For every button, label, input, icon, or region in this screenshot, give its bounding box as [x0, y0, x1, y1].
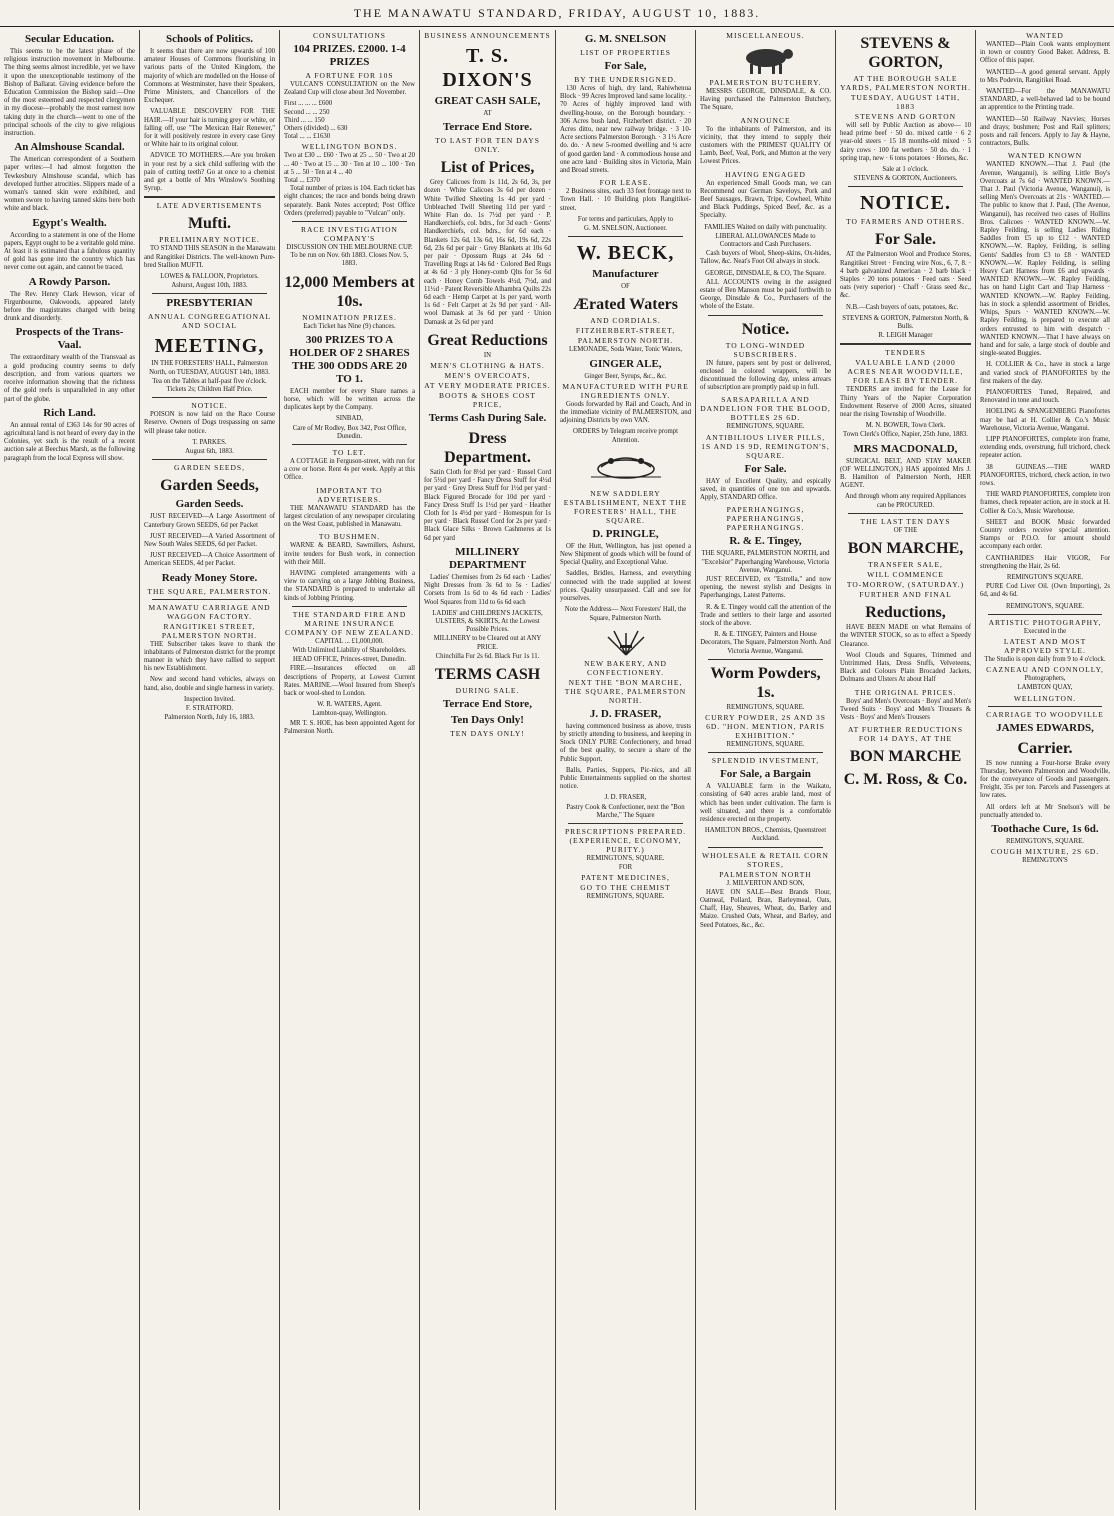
ad-text: THE MANAWATU STANDARD has the largest circulation of any newspaper circulating on the West Coast, published in Manawatu.	[284, 504, 415, 529]
ad-title: GARDEN SEEDS,	[174, 463, 245, 473]
ad-text: DISCUSSION ON THE MELBOURNE CUP. To be run on Nov. 6th 1883. Closes Nov. 5, 1883.	[286, 244, 413, 268]
ad-text: Note the Address— Next Foresters' Hall, the Square, Palmerston North.	[564, 606, 687, 622]
ad-text: FIRE.—Insurances effected on all descriptions of Property, at Lowest Current Rates. MARINE.—Wool Insured from Sheep's back or wool-shed to London.	[284, 665, 415, 697]
ad-subtitle: WELLINGTON BONDS.	[301, 142, 398, 152]
ad-title: Toothache Cure, 1s 6d.	[991, 823, 1099, 836]
ad-title: PRESCRIPTIONS PREPARED. (EXPERIENCE, ECONOMY, PURITY.)	[564, 826, 687, 854]
section-label: TENDERS	[885, 348, 926, 358]
ad-text: All orders left at Mr Snelson's will be punctually attended to.	[980, 803, 1110, 819]
ad-subtitle: TO LONG-WINDED SUBSCRIBERS.	[725, 340, 806, 359]
ad-title: STEVENS AND GORTON	[854, 112, 957, 121]
ad-title-large: Reductions,	[865, 604, 946, 622]
ad-text: MESSRS GEORGE, DINSDALE, & CO. Having purchased the Palmerston Butchery, The Square,	[700, 88, 831, 112]
section-label: MISCELLANEOUS.	[726, 31, 805, 40]
ad-text: LAMBTON QUAY,	[1017, 684, 1073, 692]
ad-title: JAMES EDWARDS,	[996, 721, 1094, 734]
ad-title-large: 12,000 Members at 10s.	[284, 273, 415, 310]
ad-text: HEAD OFFICE, Princes-street, Dunedin.	[293, 656, 406, 664]
ad-signature: LOWES & FALLOON, Proprietors.	[160, 273, 259, 281]
divider	[152, 293, 267, 294]
ad-title: WHOLESALE & RETAIL CORN STORES,	[702, 850, 829, 869]
ad-text: MILLINERY to be Cleared out at ANY PRICE.	[433, 635, 542, 651]
column-7	[836, 30, 976, 1510]
divider	[708, 659, 823, 660]
price-list: Grey Calicoes from 1s 11d, 2s 6d, 3s, per dozen · White Calicoes 3s 6d per dozen · White Twilled Sheeting 1s 4d per yard · Unbleached Twill Sheeting 11d per yard · White Flan do. 1s 7½d per yard · P. Handkerchiefs, col. bdrs., for 3d each · Gents' Handkerchiefs, col. bdrs., for 6d each · Blankets 12s 6d, 13s 6d, 16s 6d, 19s 6d, 22s 6d, 23s 6d per pair · Grey Blankets at 10s 6d per pair · Opossum Rugs at 24s 6d · Travelling Rugs at 14s 6d · Colored Bed Rugs at 4s 6d · 3 ply Honey-comb Qlts for 5s 6d each · Honey Comb Towels 4½d, 7½d, and 11½d · Patent Reversible Alhambra Quilts 22s 6d each · Hemp Carpet at 1s per yard, worth 1s 6d · Felt Carpet at 2s 9d per yard · All-wool Damask at 3s 6d per yard · Union Damask at 2s 6d per yard	[424, 179, 551, 326]
classified-ad: LIPP PIANOFORTES, complete iron frame, extending ends, overstrung, full trichord, check repeater action.	[980, 435, 1110, 460]
prize-total: Total ... ... £1630	[284, 133, 331, 141]
ad-title: For Sale, a Bargain	[720, 768, 811, 781]
ad-text: EACH member for every Share names a horse, which will be written across the duplicates kept by the Company.	[284, 387, 415, 412]
ad-title: CAZNEAU AND CONNOLLY,	[986, 665, 1104, 675]
ad-title: Ten Days Only!	[451, 713, 524, 726]
classified-ad: WANTED—Plain Cook wants employment in town or country Good Baker. Address, B. Office of this paper.	[980, 41, 1110, 65]
ad-text: A COTTAGE in Ferguson-street, with run for a cow or horse. Rent 4s per week. Apply at this Office.	[284, 458, 415, 482]
ad-title-large: T. S. DIXON'S	[442, 45, 533, 91]
ad-text: For terms and particulars, Apply to	[577, 215, 674, 223]
classified-ad: PIANOFORTES Tuned, Repaired, and Renovated in tone and touch.	[980, 388, 1110, 405]
column-6	[696, 30, 836, 1510]
ad-text: POISON is now laid on the Race Course Reserve. Owners of Dogs trespassing on same will please take notice.	[144, 411, 275, 435]
ad-text: VULCAN'S CONSULTATION on the New Zealand Cup will close about 3rd November.	[284, 81, 415, 97]
ad-title-large: Ærated Waters	[572, 296, 678, 314]
ad-title-large: Carrier.	[1017, 739, 1073, 757]
classified-ad: H. COLLIER & Co., have in stock a large and varied stock of PIANOFORTES by the first makers of the day.	[980, 361, 1110, 385]
ad-signature: SINBAD,	[335, 415, 363, 423]
divider	[708, 752, 823, 753]
ad-title: J. D. FRASER,	[589, 707, 662, 720]
ad-title-large: BON MARCHE	[849, 748, 962, 766]
ad-text: REMINGTON'S SQUARE.	[1006, 573, 1084, 581]
ad-text: MR T. S. HOE, has been appointed Agent for Palmerston North.	[284, 719, 415, 735]
prize-row: First ... ... ... £600	[284, 100, 333, 108]
classified-ad: 38 GUINEAS.—THE WARD PIANOFORTES, trichord, check action, in two rows.	[980, 463, 1110, 487]
ad-title: NEW BAKERY, AND CONFECTIONERY.	[584, 658, 667, 677]
ad-subtitle: TEN DAYS ONLY!	[450, 728, 525, 738]
ad-subtitle: TO-MORROW, (SATURDAY.)	[846, 580, 965, 590]
prize-row: Second ... ... 250	[284, 108, 330, 116]
ad-subtitle: LATEST AND MOST APPROVED STYLE.	[1003, 637, 1087, 655]
divider	[144, 196, 275, 198]
classified-ad: PURE Cod Liver Oil. (Own Importing), 2s 6d, and 4s 6d.	[980, 583, 1110, 599]
ad-text: Boys' and Men's Overcoats · Boys' and Men's Tweed Suits · Boys' and Men's Trousers & Vests · Boys' and Men's Trousers	[840, 697, 971, 721]
article-text: An annual rental of £363 14s for 90 acres of agricultural land is not heard of every day in the Colonies, yet such is the result of a recent auction sale at Beechus Marsh, as the following paragraph from the local Express will show.	[4, 421, 135, 462]
ad-title: PAPERHANGINGS, PAPERHANGINGS, PAPERHANGINGS.	[726, 505, 805, 533]
ad-signature: W. R. WATERS, Agent.	[317, 701, 382, 709]
ad-subtitle: BOOTS & SHOES COST PRICE,	[439, 391, 536, 410]
ad-title: 104 PRIZES. £2000. 1-4 PRIZES	[293, 43, 406, 68]
ad-title: CARRIAGE TO WOODVILLE	[986, 709, 1104, 719]
ad-subtitle: PALMERSTON NORTH.	[577, 336, 674, 346]
ad-title: R. & E. Tingey,	[729, 535, 802, 548]
ad-text: REMINGTON'S, SQUARE.	[726, 740, 805, 748]
article-text: The Rev. Henry Clark Hewson, vicar of Firgunbourne, Oakwoods, appeared lately before the magistrates charged with being drunk and disorderly.	[4, 290, 135, 323]
ad-text: TO STAND THIS SEASON in the Manawatu and Rangitikei Districts. The well-known Pure-bred Stallion MUFTI.	[144, 245, 275, 269]
ad-title: MILLINERY DEPARTMENT	[448, 545, 527, 571]
ad-subtitle: MEN'S CLOTHING & HATS.	[430, 361, 545, 371]
ad-title: MRS MACDONALD,	[853, 442, 958, 455]
article-text: The American correspondent of a Southern paper writes:—I had almost forgotten the Tewkesbury Almshouse scandal, which has developed further atrocities. Slippers made of a woman's tanned skin were exhibited, and women swore to having tanned skins here both white and black.	[4, 156, 135, 213]
ad-signature: STEVENS & GORTON, Auctioneers.	[853, 175, 958, 183]
ad-subtitle: WILL COMMENCE	[867, 570, 944, 580]
ad-text: OF THE	[893, 526, 918, 534]
ad-text: Balls, Parties, Suppers, Pic-nics, and all Public Entertainments supplied on the shortest notice.	[560, 766, 691, 791]
ad-text: Care of Mr Rodley, Box 342, Post Office, Dunedin.	[292, 424, 407, 440]
ad-text: With Unlimited Liability of Shareholders.	[292, 646, 407, 654]
ad-subtitle: RANGITIKEI STREET, PALMERSTON NORTH.	[161, 621, 258, 640]
article-text: According to a statement in one of the Home papers, Egypt ought to be a veritable gold mine. At least it is estimated that a fabulous quantity of gold has gone into the country which has never come out again, and cannot be traced.	[4, 231, 135, 272]
headline-schools-politics: Schools of Politics.	[165, 33, 254, 45]
ad-text: Goods forwarded by Rail and Coach, And in the immediate vicinity of PALMERSTON, and adjoining Districts by own VAN.	[560, 400, 691, 425]
ad-subtitle: PRELIMINARY NOTICE.	[159, 235, 260, 245]
ad-text: REMINGTON'S, SQUARE.	[1006, 838, 1084, 846]
ad-title-large: Garden Seeds,	[160, 477, 259, 495]
ad-text: JUST RECEIVED, ex "Estrella," and now opening, the newest stylish and Designs in Paperhangings, Latest Patterns.	[700, 575, 831, 600]
ad-text: CAPITAL ... £1,000,000.	[315, 637, 384, 645]
ad-signature: HAMILTON BROS., Chemists, Queenstreet Auckland.	[704, 827, 827, 843]
divider	[848, 186, 963, 187]
ad-text: IN THE FORESTERS' HALL, Palmerston North, on TUESDAY, AUGUST 14th, 1883.	[149, 360, 270, 376]
ad-subtitle: ANNUAL CONGREGATIONAL AND SOCIAL	[147, 312, 271, 331]
divider	[568, 823, 683, 824]
column-8	[976, 30, 1114, 1510]
ad-subtitle: THE LAST TEN DAYS	[860, 516, 951, 526]
prize-total: Total ... £370	[284, 177, 320, 185]
ad-text: IN	[483, 351, 492, 359]
ad-signature: J. MILVERTON AND SON,	[726, 879, 805, 887]
ad-title: Ready Money Store.	[161, 571, 258, 584]
ad-date: Ashurst, August 10th, 1883.	[171, 282, 248, 290]
ad-text: Tea on the Tables at half-past five o'clock. Tickets 2s; Children Half Price.	[152, 377, 267, 394]
ad-text: Ginger Beer, Syrups, &c., &c.	[584, 372, 667, 380]
ad-signature: GEORGE, DINSDALE, & CO, The Square.	[705, 269, 826, 277]
section-label: WANTED	[1026, 31, 1064, 40]
ad-subtitle: FURTHER AND FINAL	[859, 590, 952, 600]
ad-text: Each Ticket has Nine (9) chances.	[303, 322, 396, 330]
classified-ad: SHEET and BOOK Music forwarded Country orders receive special attention. Stamps or P.O.O. for amount should accompany each order.	[980, 518, 1110, 551]
ad-subtitle: WELLINGTON.	[1013, 693, 1077, 703]
headline-egypt: Egypt's Wealth.	[32, 216, 107, 229]
divider	[292, 444, 407, 445]
divider	[708, 847, 823, 848]
ad-title: PRESBYTERIAN	[166, 297, 253, 310]
ad-title-large: List of Prices,	[440, 159, 535, 177]
ad-title: Garden Seeds.	[175, 498, 244, 511]
ad-title-large: Great Reductions	[427, 331, 548, 349]
ad-text: HAVING completed arrangements with a view to carrying on a large Jobbing Business, the STANDARD is prepared to undertake all kinds of Jobbing Printing.	[284, 569, 415, 602]
price-list: Satin Cloth for 8½d per yard · Russel Cord for 5½d per yard · Fancy Dress Stuff for 4½d per yard · Grey Dress Stuff for 1½d per yard · Black Figured Brocade for 10d per yard · Fancy Dress Stuff 1s 1½d per yard · Heather Cloth for 1s 4½d per yard · Homespun for 1s per yard · Black Russel Cord for 2s per yard · Black Glace Silks · Brown Cashmeres at 1s 6d per yard	[424, 469, 551, 542]
ad-subtitle: NEXT THE "BON MARCHE, THE SQUARE, PALMERSTON NORTH.	[564, 677, 687, 705]
bond-list: Two at £30 ... £60 · Two at 25 ... 50 · Two at 20 ... 40 · Two at 15 ... 30 · Ten at 10 ... 100 · Ten at 5 ... 50 · Ten at 4 ... 40	[284, 152, 415, 176]
ad-text: Pastry Cook & Confectioner, next the "Bon Marche," The Square	[566, 803, 685, 819]
ad-text: Saddles, Bridles, Harness, and everything connected with the trade supplied at lowest prices. Quality unsurpassed. Call and see for yourselves.	[560, 570, 691, 603]
ad-signature: J. D. FRASER,	[604, 794, 647, 802]
auction-list: will sell by Public Auction as above— 10 head prime beef · 50 do. mixed cattle · 6 2 year-old steers · 15 18 months-old mixed · 5 dairy cows · 100 fat wethers · 50 do. do. · 1 spring trap, new · 6 tons potatoes · Horses, &c.	[840, 122, 971, 162]
headline-rich-land: Rich Land.	[43, 406, 96, 419]
ad-title-large: Dress Department.	[444, 430, 531, 467]
ad-date: Town Clerk's Office, Napier, 25th June, 1883.	[843, 431, 968, 439]
ad-subtitle: THE ORIGINAL PRICES.	[854, 687, 957, 697]
ad-text: HAVE ON SALE—Best Brands Flour, Oatmeal, Pollard, Bran, Barleymeal, Oats, Chaff, Hay, Sheaves, Wheat, do, Barley and Maize. Crushed Oats, Wheat, and Barley, and Seed Potatoes, &c., &c.	[700, 888, 831, 929]
classified-ad: WANTED—A good general servant. Apply to Mrs Podevin, Rangitikei Road.	[980, 68, 1110, 84]
ad-text: Wool Clouds and Squares, Trimmed and Untrimmed Hats, Dress Stuffs, Velveteens, Black and Colours Plain Brocaded Jackets, Dolmans and Ulsters At about Half	[840, 651, 971, 684]
ad-title-large: STEVENS & GORTON,	[860, 35, 951, 71]
ad-text: An experienced Small Goods man, we can Recommend our German Saveloys, Pork and Beef Sausages, Brawn, Tripe, Cowheel, White and Black Puddings, Spiced Beef, &c. as a Specialty.	[700, 179, 831, 220]
ad-subtitle: AT FURTHER REDUCTIONS FOR 14 DAYS, AT THE	[847, 725, 963, 744]
headline-almshouse: An Almshouse Scandal.	[14, 141, 125, 154]
ad-text: New and second hand vehicles, always on hand, also, double and single harness in variety.	[144, 676, 275, 692]
ad-signature: F. STRATFORD.	[185, 704, 234, 712]
ad-subtitle: A FORTUNE FOR 10S	[305, 71, 394, 80]
headline-secular-education: Secular Education.	[24, 33, 115, 45]
ad-title: SPLENDID INVESTMENT,	[711, 756, 820, 766]
ad-signature: T. PARKES.	[192, 438, 227, 446]
ad-subtitle: TO LAST FOR TEN DAYS ONLY.	[435, 136, 540, 155]
ad-signature: R. & E. TINGEY, Painters and House Decorators, The Square, Palmerston North. And Victoria Avenue, Wanganui.	[700, 631, 831, 655]
ad-title: GREAT CASH SALE,	[434, 95, 541, 107]
ad-title: PALMERSTON BUTCHERY.	[709, 78, 822, 87]
column-1	[0, 30, 140, 1510]
ad-subtitle: ANNOUNCE	[740, 115, 791, 125]
ad-title: TO BUSHMEN.	[318, 532, 381, 542]
ad-text: AT the Palmerston Wool and Produce Stores, Rangitikei Street · Fencing wire Nos., 6, 7, 8. · 4 barb galvanized American · 2 barb black · Staples · 20 tons potatoes · Feed oats · Seed oats (very superior) · Chaff · Grass seed &c., &c.	[840, 251, 971, 300]
ad-text: Inspection Invited.	[184, 695, 235, 703]
ad-text: Total number of prizes is 104. Each ticket has eight chances; the race and bonds being drawn separately. Bank Notes accepted; Post Office Orders (preferred) payable to "Vulcan" only.	[284, 185, 415, 217]
section-label: BUSINESS ANNOUNCEMENTS	[424, 31, 551, 40]
ad-title: 300 PRIZES TO A HOLDER OF 2 SHARES THE 300 ODDS ARE 20 TO 1.	[289, 333, 410, 385]
ad-subtitle: TUESDAY, AUGUST 14TH, 1883	[850, 93, 961, 111]
ad-text: IS now running a Four-horse Brake every Thursday, between Palmerston and Woodville, for the conveyance of Goods and passengers. Freight, 35s per ton. Parcels and Passengers at low rates.	[980, 759, 1110, 800]
ad-signature: R. LEIGH Manager	[878, 332, 933, 340]
prize-row: Others (divided) ... 630	[284, 125, 348, 133]
ad-subtitle: TO FARMERS AND OTHERS.	[846, 217, 965, 227]
ad-subtitle: GO TO THE CHEMIST	[580, 883, 671, 893]
classified-ad: CANTHARIDES Hair VIGOR, For strengthening the Hair, 2s 6d.	[980, 554, 1110, 570]
ad-text: JUST RECEIVED—A Choice Assortment of American SEEDS, 4d per Packet.	[144, 552, 275, 568]
ad-title-large: Worm Powders, 1s.	[710, 664, 821, 701]
ad-subtitle: FOR LEASE.	[599, 178, 652, 188]
property-list: 130 Acres of high, dry land, Rahiwhenua Block · 99 Acres Improved land same locality. · 70 Acres of highly improved land with dwelling-house, on the Borough boundary. · 306 Acres bush land, Fitzherbert district. · 20 Acres ditto, near new railway bridge. · 3 10-Acre sections Palmerston Borough. · 3 1½ Acre do. do. · A new 5-roomed dwelling and ¼ acre of good garden land · A commodious house and one acre land · Building sites in Victoria, Main and Broad streets.	[560, 85, 691, 175]
ad-title-large: C. M. Ross, & Co.	[843, 771, 968, 789]
classified-ad: HOELING & SPANGENBERG Pianofortes may be had at H. Collier & Co.'s Music Warehouse, Victoria Avenue, Wanganui.	[980, 408, 1110, 432]
divider	[152, 397, 267, 398]
ad-text: ORDERS by Telegram receive prompt Attention.	[572, 428, 679, 444]
ad-date: August 6th, 1883.	[185, 448, 234, 456]
ad-subtitle: AND CORDIALS.	[590, 316, 661, 326]
classified-ad: WANTED—For the MANAWATU STANDARD, a well-behaved lad to be bound an apprentice to the Printing trade.	[980, 88, 1110, 112]
ad-title: NEW SADDLERY ESTABLISHMENT, NEXT THE FORESTERS' HALL, THE SQUARE.	[563, 488, 688, 525]
ad-title-large: Notice.	[741, 320, 790, 338]
ad-title: PATENT MEDICINES,	[581, 873, 670, 883]
ad-title: D. PRINGLE,	[592, 527, 659, 540]
ad-title: Terrace End Store.	[443, 121, 532, 134]
ad-title: THE STANDARD FIRE AND MARINE INSURANCE COMPANY OF NEW ZEALAND.	[285, 609, 414, 637]
ad-subtitle: MANUFACTURED WITH PURE INGREDIENTS ONLY.	[562, 381, 689, 400]
ad-subtitle: DURING SALE.	[455, 685, 520, 695]
ad-text: The Studio is open daily from 9 to 4 o'clock.	[984, 656, 1106, 663]
ad-text: OF the Hutt, Wellington, has just opened a New Shipment of goods which will be found of Special Quality, and Exceptional Value.	[560, 542, 691, 567]
column-5	[556, 30, 696, 1510]
ad-text: REMINGTON'S, SQUARE.	[726, 423, 805, 431]
ad-text: OF	[621, 283, 630, 291]
divider	[568, 236, 683, 237]
ad-text: Lambton-quay, Wellington.	[312, 710, 387, 718]
divider	[292, 606, 407, 607]
divider	[840, 343, 971, 345]
ad-subtitle: PALMERSTON NORTH	[719, 869, 812, 879]
ad-title-large: W. BECK,	[576, 242, 675, 265]
section-label: WANTED KNOWN	[1007, 151, 1083, 161]
divider	[152, 599, 267, 600]
ad-title: Terrace End Store,	[443, 697, 532, 710]
ad-title: MANAWATU CARRIAGE AND WAGGON FACTORY.	[148, 602, 271, 621]
ad-signature: G. M. SNELSON, Auctioneer.	[584, 225, 667, 233]
article-text: ADVICE TO MOTHERS.—Are you broken in your rest by a sick child suffering with the pain of cutting teeth? Go at once to a chemist and get a bottle of Mrs Winslow's Soothing Syrup.	[144, 152, 275, 193]
article-text: VALUABLE DISCOVERY FOR THE HAIR.—If your hair is turning grey or white, or falling off, use "The Mexican Hair Renewer," for it will positively restore in every case Grey or White hair to its original colour.	[144, 108, 275, 149]
ad-title-large: MEETING,	[154, 335, 265, 358]
ad-text: having commenced business as above, trusts by strictly attending to business, and keeping in Stock ONLY PURE Confectionery, and bread of the best quality, to secure a share of the Public Support.	[560, 722, 691, 763]
ad-subtitle: AT THE BOROUGH SALE YARDS, PALMERSTON NORTH.	[840, 74, 971, 92]
ad-title: ARTISTIC PHOTOGRAPHY,	[988, 617, 1102, 627]
divider	[988, 614, 1102, 615]
ad-text: LADIES' and CHILDREN'S JACKETS, ULSTERS, & SKIRTS, At the Lowest Possible Prices.	[432, 609, 543, 634]
ad-text: AT	[483, 110, 492, 117]
ad-title-large: TERMS CASH	[434, 665, 541, 683]
ad-text: To the inhabitants of Palmerston, and its vicinity, that they intend to supply their customers with the PRIMEST QUALITY Of Lamb, Beef, Veal, Pork, and Mutton at the very Lowest Prices.	[700, 125, 831, 166]
ad-title: RACE INVESTIGATION COMPANY'S	[301, 225, 398, 244]
ad-text: THE SQUARE, PALMERSTON NORTH, and "Excelsior" Paperhanging Warehouse, Victoria Avenue, Wanganui.	[701, 550, 830, 574]
headline-transvaal: Prospects of the Trans-Vaal.	[15, 326, 124, 352]
ad-signature: STEVENS & GORTON, Palmerston North, & Bulls.	[842, 314, 969, 331]
ad-text: Chinchilla Fur 2s 6d. Black Fur 1s 11.	[435, 652, 540, 660]
ad-title: VALUABLE LAND (2000 ACRES NEAR WOODVILLE, FOR LEASE BY TENDER.	[847, 358, 964, 386]
ad-title: G. M. SNELSON	[584, 33, 667, 45]
divider	[988, 706, 1102, 707]
ad-title: Mufti.	[187, 215, 232, 233]
ad-text: Photographers,	[1024, 675, 1066, 683]
divider	[292, 221, 407, 222]
article-text: It seems that there are now upwards of 100 amateur Houses of Commons flourishing in various parts of the United Kingdom, the majority of which are modelled on the House of Commons at Westminster, have their Speakers, Prime Ministers, and Chancellors of the Exchequer.	[144, 48, 275, 105]
ad-text: THE Subscriber takes leave to thank the inhabitants of Palmerston district for the prompt manner in which they have rallied to support his new Establishment.	[144, 640, 276, 673]
ad-title-large: For Sale.	[874, 231, 937, 249]
ad-text: And through whom any required Appliances can be PROCURED.	[845, 493, 966, 509]
saddle-illustration-icon	[581, 447, 671, 487]
ad-text: A VALUABLE farm in the Waikato, consisting of 640 acres arable land, most of which has been under cultivation. The farm is well situated, and there is a comfortable residence erected on the property.	[700, 783, 831, 823]
ad-title: Terms Cash During Sale.	[428, 412, 547, 425]
ad-subtitle: TRANSFER SALE,	[868, 560, 943, 570]
classified-ad: WANTED—50 Railway Navvies; Horses and drays; bushmen; Post and Rail splitters; posts and rail fencers. Apply to Jay & Hayne, contractors, Bulls.	[980, 115, 1110, 148]
divider	[708, 315, 823, 316]
price-list: Ladies' Chemises from 2s 6d each · Ladies' Night Dresses from 3s 6d to 5s · Ladies' Corsets from 1s 6d to 4s 6d each · Ladies' Wool Squares from 11d to 6s 6d each	[424, 573, 551, 606]
ad-text: FOR	[618, 864, 633, 872]
wheat-sheaf-icon	[596, 625, 656, 657]
headline-rowdy-parson: A Rowdy Parson.	[28, 275, 111, 288]
ad-signature: M. N. BOWER, Town Clerk.	[865, 422, 946, 430]
ad-text: REMINGTON'S, SQUARE.	[726, 703, 805, 711]
ad-text: REMINGTON'S, SQUARE.	[586, 893, 665, 901]
ad-text: IN future, papers sent by post or delivered, enclosed in colored wrappers, will be discontinued the following day, unless arrears of subscription are promptly paid up in full.	[700, 359, 831, 392]
ad-title: NOTICE.	[191, 401, 228, 411]
classified-ad: WANTED KNOWN.—That J. Paul (the Avenue, Wanganui), is selling Little Boy's Overcoats at 7s 6d · WANTED KNOWN.—That J. Paul (Victoria Avenue, Wanganui), is selling Men's Overcoats at 21s · WANTED.—The public to know that J. Paul, (The Avenue, Wanganui), has received two cases of Hollins Bros. Calicoes · WANTED KNOWN.—W. Rapley Feilding, is selling Ladies Riding Saddles from £5 up to £12 · WANTED KNOWN.—W. Rapley, Feilding, is selling Gents' Saddles from £3 to £8 · WANTED KNOWN.—W. Rapley Feilding, is selling Heavy Cart Harness from £6 and upwards · WANTED KNOWN.—W. Rapley Feilding, has on hand Light Cart and Trap Harness · WANTED KNOWN.—W. Rapley Feilding, has in stock a splendid assortment of Bridles, Whips, Spurs · WANTED KNOWN.—W. Rapley Feilding, is prepared to execute all orders entrusted to him with despatch · WANTED KNOWN.—That I have always on hand and for sale, a large stock of double and single-seated Buggies.	[980, 161, 1110, 358]
prize-row: Third ... ... 150	[284, 116, 325, 124]
ad-title: CURRY POWDER, 2S AND 3S 6D. "HON. MENTION, PARIS EXHIBITION."	[705, 712, 826, 740]
ad-text: R. & E. Tingey would call the attention of the Trade and settlers to their large and assorted stock of the above.	[700, 603, 831, 627]
divider	[848, 513, 963, 514]
ad-text: FAMILIES Waited on daily with punctuality.	[704, 223, 827, 231]
ad-text: LIBERAL ALLOWANCES Made to Contractors and Cash Purchasers.	[715, 232, 816, 249]
ad-title-large: BON MARCHE,	[847, 540, 964, 558]
ad-title: SARSAPARILLA AND DANDELION FOR THE BLOOD, BOTTLES 2S 6D.	[700, 395, 831, 423]
ad-text: JUST RECEIVED—A Varied Assortment of New South Wales SEEDS, 6d per Packet.	[144, 532, 275, 548]
masthead: THE MANAWATU STANDARD, FRIDAY, AUGUST 10, 1883.	[0, 0, 1114, 27]
ad-subtitle: AT VERY MODERATE PRICES.	[424, 381, 551, 391]
ad-title: IMPORTANT TO ADVERTISERS.	[316, 485, 383, 504]
ad-date: Palmerston North, July 16, 1883.	[164, 714, 255, 722]
ad-text: HAVE BEEN MADE on what Remains of the WINTER STOCK, so as to effect a Speedy Clearance.	[840, 624, 971, 648]
ad-text: REMINGTON'S, SQUARE.	[1006, 602, 1084, 610]
ad-text: HAY of Excellent Quality, and espically saved, in quantities of one ton and upwards. Apply, STANDARD Office.	[700, 477, 831, 502]
ad-subtitle: NOMINATION PRIZES.	[302, 312, 397, 322]
ad-title: GINGER ALE,	[589, 357, 662, 370]
ad-text: SURGICAL BELT, AND STAY MAKER (OF WELLINGTON,) HAS appointed Mrs J. B. Hamilton of Palmerston North, HER AGENT.	[840, 457, 971, 490]
ad-subtitle: THE SQUARE, PALMERSTON.	[147, 586, 272, 596]
article-text: The extraordinary wealth of the Transvaal as a gold producing country seems to defy description, and from various quarters we receive information showing that the richness of the gold reefs is unparalleled in any other part of the globe.	[4, 354, 135, 403]
ad-text: REMINGTON'S, SQUARE.	[586, 854, 665, 862]
column-4	[420, 30, 556, 1510]
ad-title: COUGH MIXTURE, 2S 6D.	[990, 847, 1100, 857]
ad-title: TO LET.	[332, 448, 367, 458]
ad-text: Executed in the	[1023, 627, 1067, 635]
ad-subtitle: FITZHERBERT-STREET,	[575, 326, 676, 336]
section-label: CONSULTATIONS	[313, 31, 386, 40]
bull-illustration-icon	[736, 42, 796, 76]
ad-text: JUST RECEIVED—A Large Assortment of Canterbury Grown SEEDS, 6d per Packet	[144, 513, 275, 529]
ad-text: LEMONADE, Soda Water, Tonic Waters,	[568, 346, 683, 354]
ad-title-large: NOTICE.	[860, 192, 951, 215]
ad-text: Sale at 1 o'clock.	[882, 166, 929, 174]
ad-text: N.B.—Cash buyers of oats, potatoes, &c.	[846, 303, 959, 311]
ad-title: Manufacturer	[592, 268, 659, 281]
divider	[152, 459, 267, 460]
article-text: This seems to be the latest phase of the religious instruction movement in Melbourne. The thing seems almost incredible, yet we have it upon the unexceptionable testimony of the Bishop of Ballarat. Giving evidence before the Education Commission the Bishop said:—One of the most esteemed and respected clergymen in my diocese—probably the most earnest now taking duty in the church—went to one of the principal schools of the city to give religious instruction.	[4, 48, 135, 138]
property-list: 2 Business sites, each 33 feet frontage next to Town Hall. · 10 Building plots Rangitikei-street.	[560, 188, 691, 212]
ad-subtitle: LIST OF PROPERTIES	[580, 48, 671, 57]
column-3	[280, 30, 420, 1510]
column-2	[140, 30, 280, 1510]
ad-subtitle: HAVING ENGAGED	[725, 169, 806, 179]
ad-title: For Sale,	[604, 60, 647, 72]
ad-title: For Sale.	[744, 462, 787, 475]
ad-subtitle: MEN'S OVERCOATS,	[444, 371, 531, 381]
ad-title: ANTIBILIOUS LIVER PILLS, 1S AND 1S 9D, REMINGTON'S, SQUARE.	[701, 432, 830, 460]
ad-text: Cash buyers of Wool, Sheep-skins, Ox-hides, Tallow, &c. Neat's Foot Oil always in stock.	[700, 250, 831, 266]
classified-ad: THE WARD PIANOFORTES, complete iron frames, check repeater action, are in stock at H. Collier & Co.'s, Music Warehouse.	[980, 491, 1110, 515]
ad-text: REMINGTON'S	[1022, 857, 1068, 865]
ad-text: TENDERS are invited for the Lease for Thirty Years of the Napier Corporation Endowment Reserve of 2000 Acres, situated near the rising Township of Woodville.	[840, 386, 971, 419]
ad-text: WARNE & BEARD, Sawmillers, Ashurst, invite tenders for Bush work, in connection with their Mill.	[284, 542, 415, 566]
ad-text: ALL ACCOUNTS owing in the assigned estate of Ben Manson must be paid forthwith to George, Dinsdale & Co., Purchasers of the whole of the Estate.	[700, 278, 831, 311]
ad-subtitle: BY THE UNDERSIGNED.	[574, 75, 677, 84]
section-label: LATE ADVERTISEMENTS	[156, 201, 263, 211]
